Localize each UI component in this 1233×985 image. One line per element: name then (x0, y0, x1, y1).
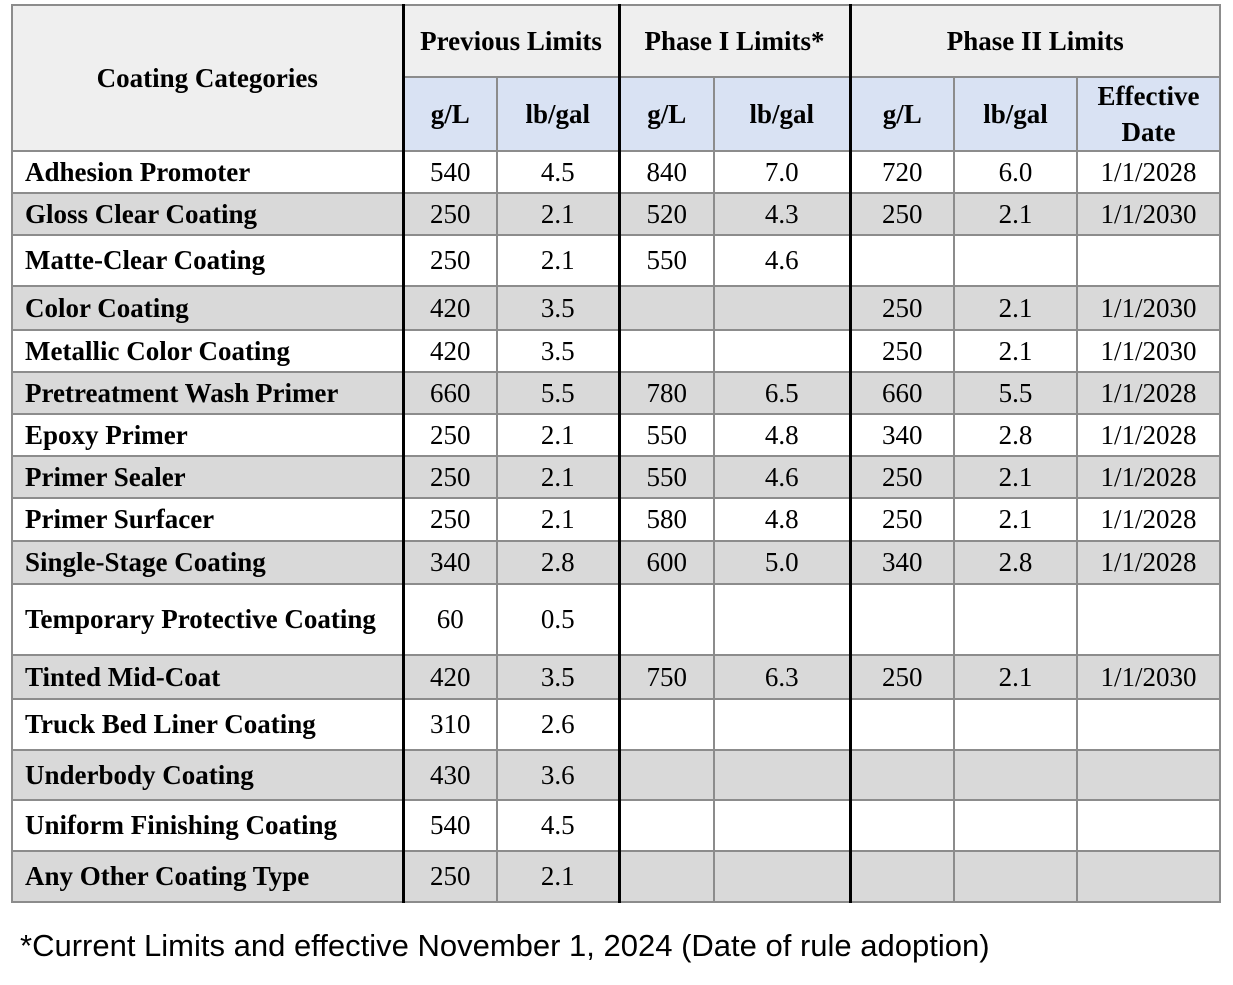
phase1-gl-cell: 580 (619, 498, 714, 541)
phase1-lbgal-cell (714, 800, 850, 851)
prev-gl-cell: 420 (403, 286, 497, 330)
phase2-lbgal-cell: 2.1 (954, 456, 1077, 498)
prev-gl-cell: 250 (403, 456, 497, 498)
prev-lbgal-cell: 4.5 (497, 800, 619, 851)
prev-lbgal-cell: 5.5 (497, 372, 619, 414)
unit-header-prev-lbgal: lb/gal (497, 77, 619, 151)
phase1-lbgal-cell: 4.8 (714, 414, 850, 456)
table-row (12, 851, 1220, 902)
previous-limits-header: Previous Limits (403, 5, 619, 77)
prev-lbgal-cell: 3.6 (497, 750, 619, 800)
phase1-lbgal-cell: 4.3 (714, 193, 850, 235)
table-row (12, 330, 1220, 372)
phase2-gl-cell: 250 (850, 330, 954, 372)
table-row (12, 584, 1220, 655)
table-row (12, 193, 1220, 235)
phase2-gl-cell: 340 (850, 414, 954, 456)
category-cell: Tinted Mid-Coat (12, 655, 403, 699)
effective-date-cell: 1/1/2028 (1077, 151, 1220, 193)
phase2-gl-cell: 250 (850, 498, 954, 541)
phase1-gl-cell: 550 (619, 414, 714, 456)
table-row (12, 699, 1220, 750)
unit-header-phase1-lbgal: lb/gal (714, 77, 850, 151)
coating-categories-header: Coating Categories (12, 5, 403, 151)
phase1-lbgal-cell (714, 330, 850, 372)
prev-gl-cell: 60 (403, 584, 497, 655)
table-row (12, 235, 1220, 286)
category-cell: Primer Surfacer (12, 498, 403, 541)
table-row (12, 498, 1220, 541)
effective-date-cell: 1/1/2028 (1077, 414, 1220, 456)
table-row (12, 372, 1220, 414)
table-row (12, 414, 1220, 456)
phase2-lbgal-cell: 2.1 (954, 498, 1077, 541)
phase2-gl-cell (850, 750, 954, 800)
table-row (12, 286, 1220, 330)
unit-header-phase2-gl: g/L (850, 77, 954, 151)
prev-gl-cell: 430 (403, 750, 497, 800)
prev-gl-cell: 250 (403, 851, 497, 902)
prev-gl-cell: 250 (403, 193, 497, 235)
phase1-gl-cell (619, 851, 714, 902)
prev-lbgal-cell: 2.1 (497, 193, 619, 235)
phase1-lbgal-cell (714, 750, 850, 800)
phase1-lbgal-cell: 7.0 (714, 151, 850, 193)
category-cell: Adhesion Promoter (12, 151, 403, 193)
table-row (12, 800, 1220, 851)
phase1-gl-cell: 840 (619, 151, 714, 193)
prev-lbgal-cell: 3.5 (497, 655, 619, 699)
phase2-lbgal-cell: 2.1 (954, 286, 1077, 330)
prev-lbgal-cell: 2.1 (497, 456, 619, 498)
phase2-gl-cell: 340 (850, 541, 954, 584)
phase1-gl-cell (619, 286, 714, 330)
prev-lbgal-cell: 2.1 (497, 235, 619, 286)
category-cell: Truck Bed Liner Coating (12, 699, 403, 750)
category-cell: Temporary Protective Coating (12, 584, 403, 655)
phase1-gl-cell (619, 330, 714, 372)
category-cell: Pretreatment Wash Primer (12, 372, 403, 414)
phase2-lbgal-cell: 2.1 (954, 330, 1077, 372)
effective-date-cell (1077, 584, 1220, 655)
effective-date-cell (1077, 750, 1220, 800)
phase2-gl-cell: 250 (850, 193, 954, 235)
phase2-gl-cell: 250 (850, 456, 954, 498)
phase2-lbgal-cell: 2.1 (954, 655, 1077, 699)
phase2-gl-cell: 660 (850, 372, 954, 414)
phase1-lbgal-cell (714, 584, 850, 655)
category-cell: Color Coating (12, 286, 403, 330)
effective-date-cell (1077, 235, 1220, 286)
category-cell: Single-Stage Coating (12, 541, 403, 584)
category-cell: Underbody Coating (12, 750, 403, 800)
phase2-gl-cell (850, 800, 954, 851)
phase1-gl-cell (619, 699, 714, 750)
effective-date-cell (1077, 699, 1220, 750)
phase1-lbgal-cell: 6.3 (714, 655, 850, 699)
phase1-gl-cell: 600 (619, 541, 714, 584)
category-cell: Primer Sealer (12, 456, 403, 498)
effective-date-cell: 1/1/2030 (1077, 286, 1220, 330)
footnote: *Current Limits and effective November 1, 2024 (Date of rule adoption) (20, 928, 990, 963)
prev-gl-cell: 540 (403, 151, 497, 193)
table-row (12, 655, 1220, 699)
phase2-lbgal-cell (954, 800, 1077, 851)
prev-lbgal-cell: 4.5 (497, 151, 619, 193)
phase2-gl-cell (850, 235, 954, 286)
effective-date-cell: 1/1/2028 (1077, 372, 1220, 414)
phase-1-limits-header: Phase I Limits* (619, 5, 850, 77)
phase2-lbgal-cell: 2.8 (954, 541, 1077, 584)
prev-lbgal-cell: 2.1 (497, 498, 619, 541)
category-cell: Gloss Clear Coating (12, 193, 403, 235)
phase1-gl-cell (619, 800, 714, 851)
phase2-lbgal-cell (954, 584, 1077, 655)
phase1-lbgal-cell (714, 699, 850, 750)
unit-header-phase2-lbgal: lb/gal (954, 77, 1077, 151)
phase1-gl-cell (619, 750, 714, 800)
phase2-lbgal-cell: 6.0 (954, 151, 1077, 193)
table-row (12, 151, 1220, 193)
table-row (12, 541, 1220, 584)
phase1-gl-cell (619, 584, 714, 655)
phase2-lbgal-cell (954, 851, 1077, 902)
prev-gl-cell: 250 (403, 498, 497, 541)
phase1-lbgal-cell (714, 851, 850, 902)
effective-date-cell: 1/1/2028 (1077, 498, 1220, 541)
phase1-lbgal-cell: 6.5 (714, 372, 850, 414)
effective-date-cell: 1/1/2030 (1077, 330, 1220, 372)
category-cell: Epoxy Primer (12, 414, 403, 456)
phase1-lbgal-cell: 4.8 (714, 498, 850, 541)
phase1-lbgal-cell (714, 286, 850, 330)
category-cell: Matte-Clear Coating (12, 235, 403, 286)
phase2-gl-cell: 250 (850, 655, 954, 699)
category-cell: Any Other Coating Type (12, 851, 403, 902)
prev-lbgal-cell: 2.1 (497, 851, 619, 902)
effective-date-cell: 1/1/2028 (1077, 541, 1220, 584)
phase1-lbgal-cell: 4.6 (714, 456, 850, 498)
prev-gl-cell: 540 (403, 800, 497, 851)
effective-date-cell (1077, 800, 1220, 851)
phase2-lbgal-cell (954, 699, 1077, 750)
phase2-gl-cell (850, 584, 954, 655)
prev-gl-cell: 340 (403, 541, 497, 584)
unit-header-effective-date: Effective Date (1077, 77, 1220, 151)
effective-date-cell: 1/1/2030 (1077, 655, 1220, 699)
prev-lbgal-cell: 2.6 (497, 699, 619, 750)
prev-lbgal-cell: 2.1 (497, 414, 619, 456)
category-cell: Uniform Finishing Coating (12, 800, 403, 851)
phase1-gl-cell: 550 (619, 456, 714, 498)
phase2-gl-cell (850, 699, 954, 750)
phase1-gl-cell: 780 (619, 372, 714, 414)
prev-gl-cell: 250 (403, 414, 497, 456)
phase2-lbgal-cell (954, 235, 1077, 286)
effective-date-cell (1077, 851, 1220, 902)
phase1-lbgal-cell: 5.0 (714, 541, 850, 584)
phase2-gl-cell (850, 851, 954, 902)
phase-2-limits-header: Phase II Limits (850, 5, 1220, 77)
phase1-gl-cell: 550 (619, 235, 714, 286)
prev-gl-cell: 660 (403, 372, 497, 414)
phase1-gl-cell: 520 (619, 193, 714, 235)
phase2-lbgal-cell: 2.8 (954, 414, 1077, 456)
prev-gl-cell: 420 (403, 655, 497, 699)
phase2-lbgal-cell: 5.5 (954, 372, 1077, 414)
phase2-lbgal-cell: 2.1 (954, 193, 1077, 235)
effective-date-cell: 1/1/2030 (1077, 193, 1220, 235)
prev-lbgal-cell: 3.5 (497, 286, 619, 330)
coating-limits-table (11, 4, 1221, 903)
unit-header-prev-gl: g/L (403, 77, 497, 151)
prev-lbgal-cell: 0.5 (497, 584, 619, 655)
prev-lbgal-cell: 3.5 (497, 330, 619, 372)
prev-lbgal-cell: 2.8 (497, 541, 619, 584)
phase2-gl-cell: 250 (850, 286, 954, 330)
category-cell: Metallic Color Coating (12, 330, 403, 372)
table-row (12, 750, 1220, 800)
prev-gl-cell: 420 (403, 330, 497, 372)
phase1-gl-cell: 750 (619, 655, 714, 699)
prev-gl-cell: 250 (403, 235, 497, 286)
phase2-lbgal-cell (954, 750, 1077, 800)
effective-date-cell: 1/1/2028 (1077, 456, 1220, 498)
phase1-lbgal-cell: 4.6 (714, 235, 850, 286)
prev-gl-cell: 310 (403, 699, 497, 750)
table-row (12, 456, 1220, 498)
unit-header-phase1-gl: g/L (619, 77, 714, 151)
table-body (12, 151, 1220, 902)
phase2-gl-cell: 720 (850, 151, 954, 193)
